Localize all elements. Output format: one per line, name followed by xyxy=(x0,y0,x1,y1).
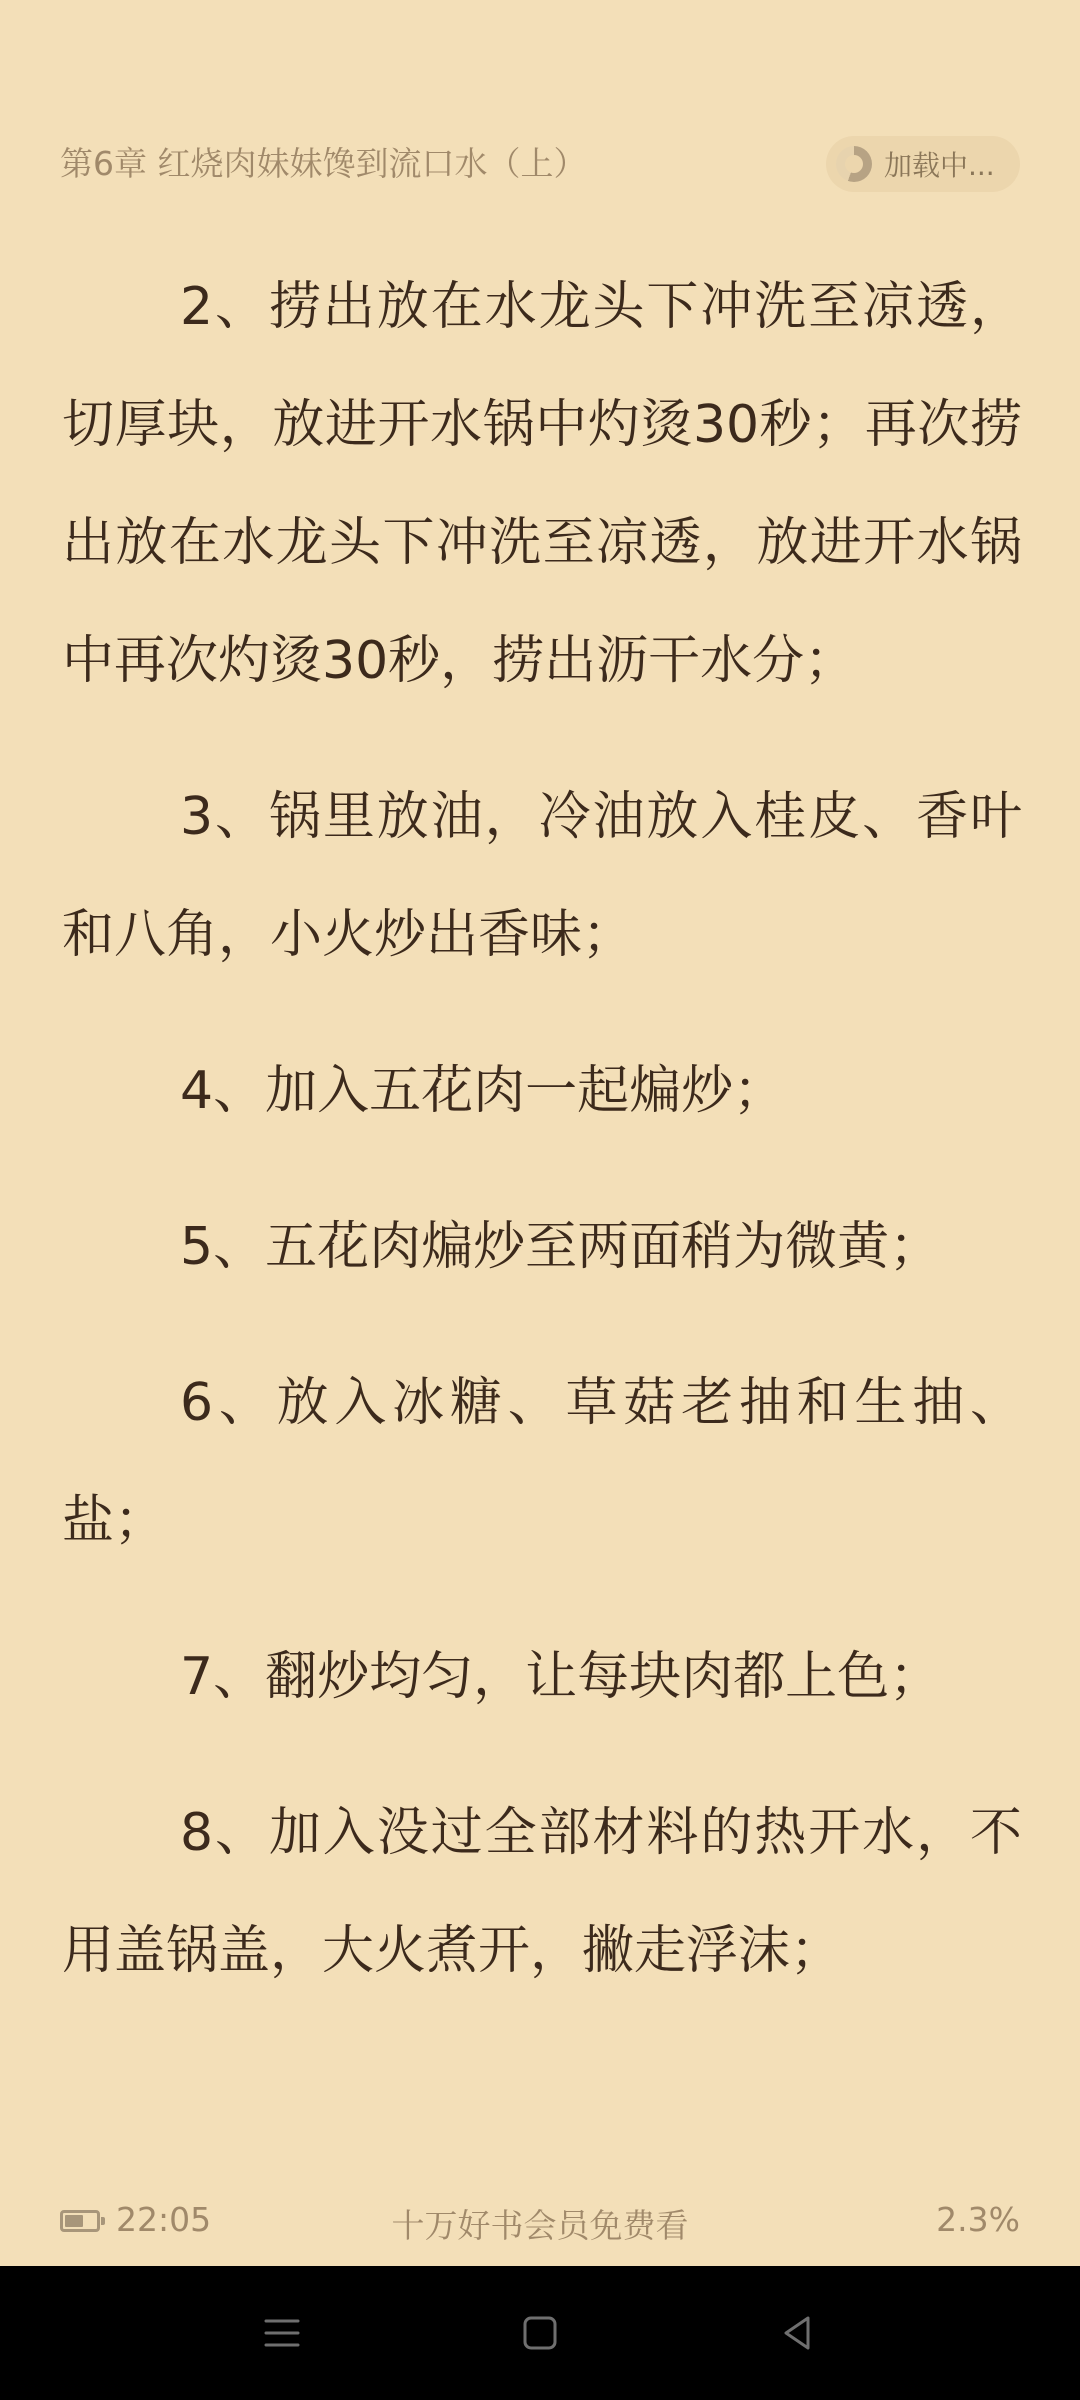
loading-label: 加载中... xyxy=(884,149,995,182)
reading-progress: 2.3% xyxy=(936,2200,1020,2239)
membership-promo-link[interactable]: 十万好书会员免费看 xyxy=(391,2206,689,2245)
loading-indicator xyxy=(826,136,1020,192)
paragraph: 2、捞出放在水龙头下冲洗至凉透，切厚块，放进开水锅中灼烫30秒；再次捞出放在水龙头下冲洗至凉透，放进开水锅中再次灼烫30秒，捞出沥干水分； xyxy=(62,277,1022,691)
chapter-content xyxy=(62,248,1022,2048)
clock-time: 22:05 xyxy=(116,2200,212,2239)
home-icon[interactable] xyxy=(508,2301,572,2365)
paragraph: 3、锅里放油，冷油放入桂皮、香叶和八角，小火炒出香味； xyxy=(62,787,1022,965)
menu-icon[interactable] xyxy=(250,2301,314,2365)
paragraph: 4、加入五花肉一起煸炒； xyxy=(180,1061,786,1121)
paragraph: 8、加入没过全部材料的热开水，不用盖锅盖，大火煮开，撇走浮沫； xyxy=(62,1803,1022,1981)
loading-spinner-icon xyxy=(836,146,872,182)
reader-header xyxy=(0,130,1080,200)
reader-footer xyxy=(0,2192,1080,2248)
chapter-title: 第6章 红烧肉妹妹馋到流口水（上） xyxy=(60,144,587,183)
paragraph: 6、放入冰糖、草菇老抽和生抽、盐； xyxy=(62,1373,1022,1551)
paragraph: 7、翻炒均匀，让每块肉都上色； xyxy=(180,1647,942,1707)
back-icon[interactable] xyxy=(766,2301,830,2365)
paragraph: 5、五花肉煸炒至两面稍为微黄； xyxy=(180,1217,942,1277)
system-navigation-bar xyxy=(0,2266,1080,2400)
